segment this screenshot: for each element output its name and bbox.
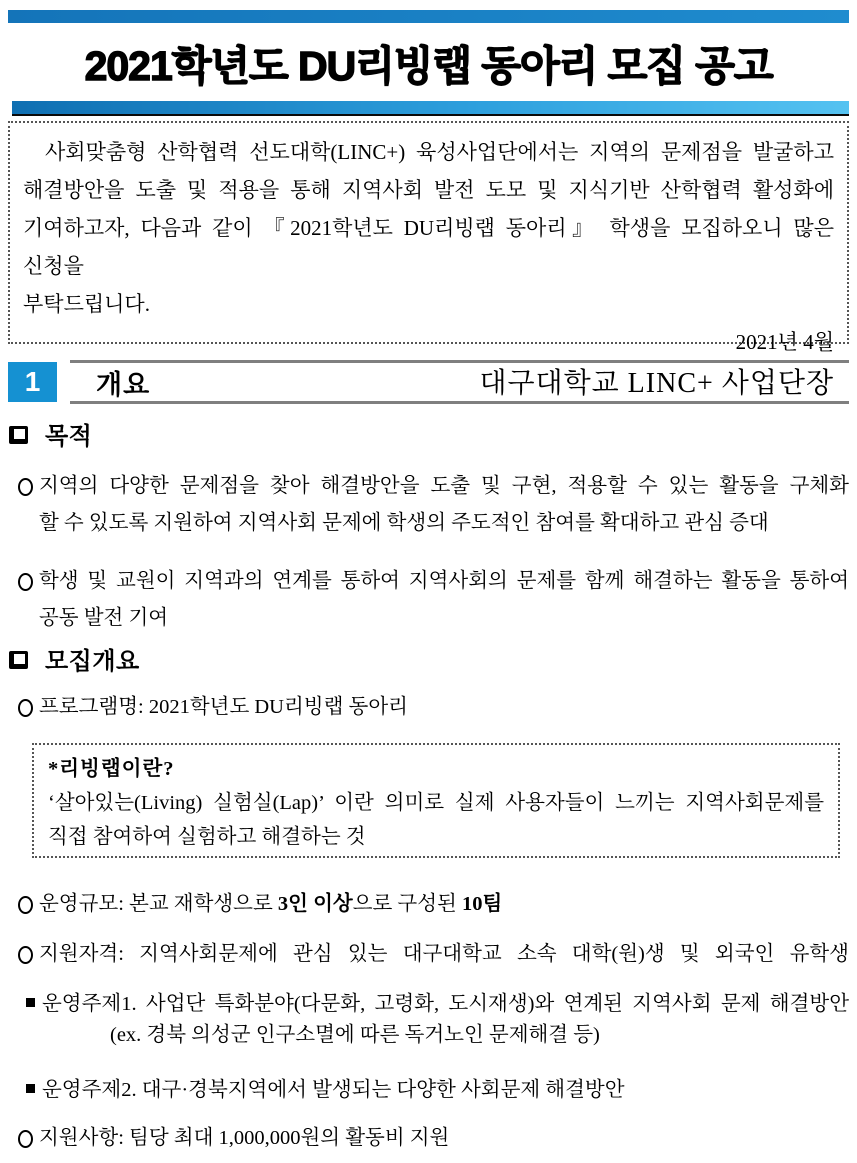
intro-line: 기여하고자, 다음과 같이 『2021학년도 DU리빙랩 동아리』 학생을 모집하오니 많은 신청을: [23, 216, 834, 278]
circle-bullet-icon: [18, 896, 33, 914]
circle-bullet-icon: [18, 699, 33, 717]
heading-recruit-label: 모집개요: [45, 648, 140, 675]
livinglab-note-box: [32, 743, 840, 858]
heading-purpose-label: 목적: [45, 423, 93, 450]
purpose-item-1: [18, 468, 849, 542]
section-number-badge: 1: [8, 362, 57, 402]
page-title: 2021학년도 DU리빙랩 동아리 모집 공고: [84, 43, 773, 89]
purpose-item-2-line: 공동 발전 기여: [39, 607, 169, 629]
circle-bullet-icon: [18, 478, 33, 496]
purpose-item-2: [18, 563, 849, 637]
purpose-item-1-line: 지역의 다양한 문제점을 찾아 해결방안을 도출 및 구현, 적용할 수 있는 활동을 구체화: [39, 475, 849, 497]
purpose-item-1-line: 할 수 있도록 지원하여 지역사회 문제에 학생의 주도적인 참여를 확대하고 관심 증대: [39, 512, 769, 534]
topic-1-item: [26, 989, 849, 1051]
square-bullet-icon: [26, 998, 35, 1007]
topic-2-item: [26, 1075, 849, 1106]
section-title: 개요: [70, 360, 849, 404]
purpose-item-2-line: 학생 및 교원이 지역과의 연계를 통하여 지역사회의 문제를 함께 해결하는 활동을 통하여: [39, 570, 849, 592]
livinglab-note-line: 직접 참여하여 실험하고 해결하는 것: [48, 826, 366, 848]
support-text: 지원사항: 팀당 최대 1,000,000원의 활동비 지원: [39, 1127, 450, 1149]
topic-2-text: 운영주제2. 대구·경북지역에서 발생되는 다양한 사회문제 해결방안: [42, 1079, 625, 1101]
topic-1-example: (ex. 경북 의성군 인구소멸에 따른 독거노인 문제해결 등): [110, 1024, 600, 1046]
section-1-header: [8, 360, 849, 404]
top-accent-bar: [8, 10, 849, 23]
ballot-box-icon: [9, 651, 28, 669]
intro-date: 2021년 4월: [735, 330, 834, 354]
intro-signature: 대구대학교 LINC+ 사업단장: [479, 368, 834, 399]
circle-bullet-icon: [18, 573, 33, 591]
livinglab-note-line: ‘살아있는(Living) 실험실(Lap)’ 이란 의미로 실제 사용자들이 느끼는 지역사회문제를: [48, 792, 824, 814]
program-name-item: [18, 689, 849, 726]
circle-bullet-icon: [18, 946, 33, 964]
heading-recruit-overview: [9, 641, 140, 676]
scale-item: [18, 886, 849, 923]
livinglab-note-title: *리빙랩이란?: [48, 758, 175, 780]
intro-line: 사회맞춤형 산학협력 선도대학(LINC+) 육성사업단에서는 지역의 문제점을 발굴하고: [45, 140, 834, 164]
program-name-text: 프로그램명: 2021학년도 DU리빙랩 동아리: [39, 696, 408, 718]
circle-bullet-icon: [18, 1130, 33, 1148]
intro-line: 해결방안을 도출 및 적용을 통해 지역사회 발전 도모 및 지식기반 산학협력 활성화에: [23, 178, 834, 202]
heading-purpose: [9, 416, 92, 451]
scale-text: 운영규모: 본교 재학생으로 3인 이상으로 구성된 10팀: [39, 893, 503, 915]
eligibility-item: [18, 936, 849, 973]
ballot-box-icon: [9, 426, 28, 444]
square-bullet-icon: [26, 1084, 35, 1093]
topic-1-line: 운영주제1. 사업단 특화분야(다문화, 고령화, 도시재생)와 연계된 지역사회 문제 해결방안: [42, 993, 849, 1015]
eligibility-text: 지원자격: 지역사회문제에 관심 있는 대구대학교 소속 대학(원)생 및 외국인 유학생: [39, 943, 849, 965]
support-item: [18, 1120, 849, 1157]
intro-line: 부탁드립니다.: [23, 292, 150, 316]
sub-accent-bar: [12, 101, 849, 116]
